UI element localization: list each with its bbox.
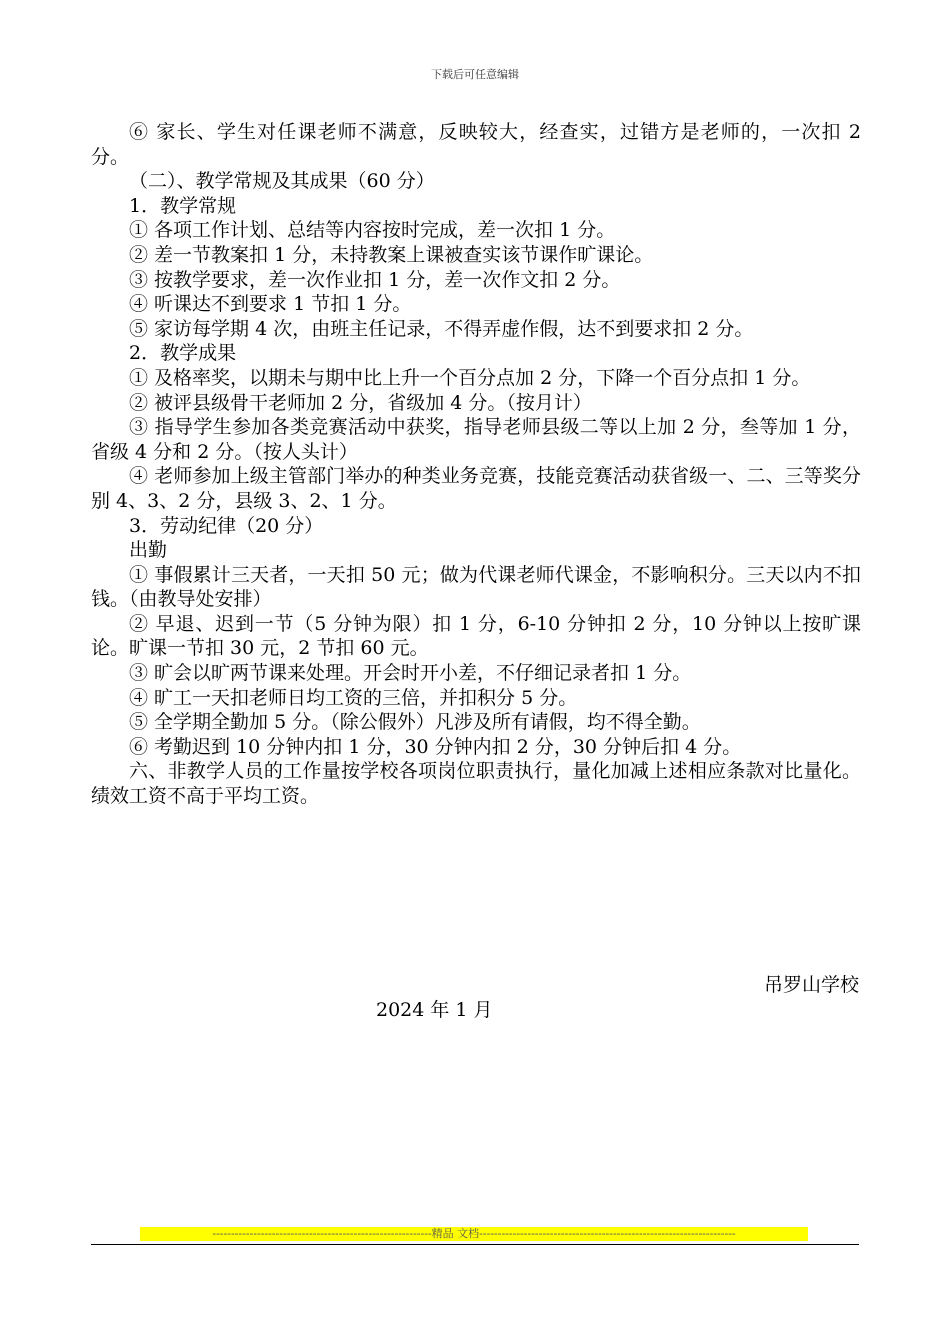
list-item: ④ 听课达不到要求 1 节扣 1 分。 (129, 293, 412, 316)
list-item: ⑥ 考勤迟到 10 分钟内扣 1 分，30 分钟内扣 2 分，30 分钟后扣 4 分。 (129, 735, 742, 758)
subheading-attendance: 出勤 (129, 539, 168, 562)
list-item: ④ 老师参加上级主管部门举办的种类业务竞赛，技能竞赛活动获省级一、二、三等奖分别 4、3、2 分，县级 3、2、1 分。 (91, 465, 861, 512)
list-item: ⑤ 家访每学期 4 次，由班主任记录，不得弄虚作假，达不到要求扣 2 分。 (129, 317, 754, 340)
paragraph-parent-complaint: ⑥ 家长、学生对任课老师不满意，反映较大，经查实，过错方是老师的，一次扣 2 分。 (91, 121, 861, 168)
list-item: ② 早退、迟到一节（5 分钟为限）扣 1 分，6-10 分钟扣 2 分，10 分钟以上按旷课论。旷课一节扣 30 元，2 节扣 60 元。 (91, 612, 861, 660)
list-item: ③ 旷会以旷两节课来处理。开会时开小差，不仔细记录者扣 1 分。 (129, 662, 692, 685)
list-item: ④ 旷工一天扣老师日均工资的三倍，并扣积分 5 分。 (129, 686, 578, 709)
footer-watermark: -----------------------------------------------------------精品 文档--------------------------------------------------------------------- (140, 1227, 808, 1241)
list-item: ① 及格率奖，以期未与期中比上升一个百分点加 2 分，下降一个百分点扣 1 分。 (129, 366, 811, 389)
page-header: 下载后可任意编辑 (431, 68, 519, 81)
list-item: ③ 按教学要求，差一次作业扣 1 分，差一次作文扣 2 分。 (129, 268, 621, 291)
list-item: ① 事假累计三天者，一天扣 50 元；做为代课老师代课金，不影响积分。三天以内不扣钱。（由教导处安排） (91, 563, 861, 611)
subheading-teaching-routine: 1．教学常规 (129, 194, 237, 217)
list-item: ② 被评县级骨干老师加 2 分，省级加 4 分。（按月计） (129, 391, 592, 414)
list-item: ⑤ 全学期全勤加 5 分。（除公假外）凡涉及所有请假，均不得全勤。 (129, 711, 701, 734)
subheading-teaching-results: 2．教学成果 (129, 342, 237, 365)
document-body (91, 120, 861, 809)
subheading-labor-discipline: 3．劳动纪律（20 分） (129, 514, 324, 537)
school-signature: 吊罗山学校 (763, 974, 859, 996)
paragraph-non-teaching-staff: 六、非教学人员的工作量按学校各项岗位职责执行，量化加减上述相应条款对比量化。绩效工资不高于平均工资。 (91, 760, 861, 808)
footer-divider (91, 1244, 859, 1245)
list-item: ② 差一节教案扣 1 分，未持教案上课被查实该节课作旷课论。 (129, 243, 654, 266)
list-item: ③ 指导学生参加各类竞赛活动中获奖，指导老师县级二等以上加 2 分，叁等加 1 分，省级 4 分和 2 分。（按人头计） (91, 416, 861, 463)
section-heading-teaching-routine: （二）、教学常规及其成果（60 分） (129, 170, 435, 193)
document-date: 2024 年 1 月 (376, 999, 493, 1021)
list-item: ① 各项工作计划、总结等内容按时完成，差一次扣 1 分。 (129, 219, 616, 242)
